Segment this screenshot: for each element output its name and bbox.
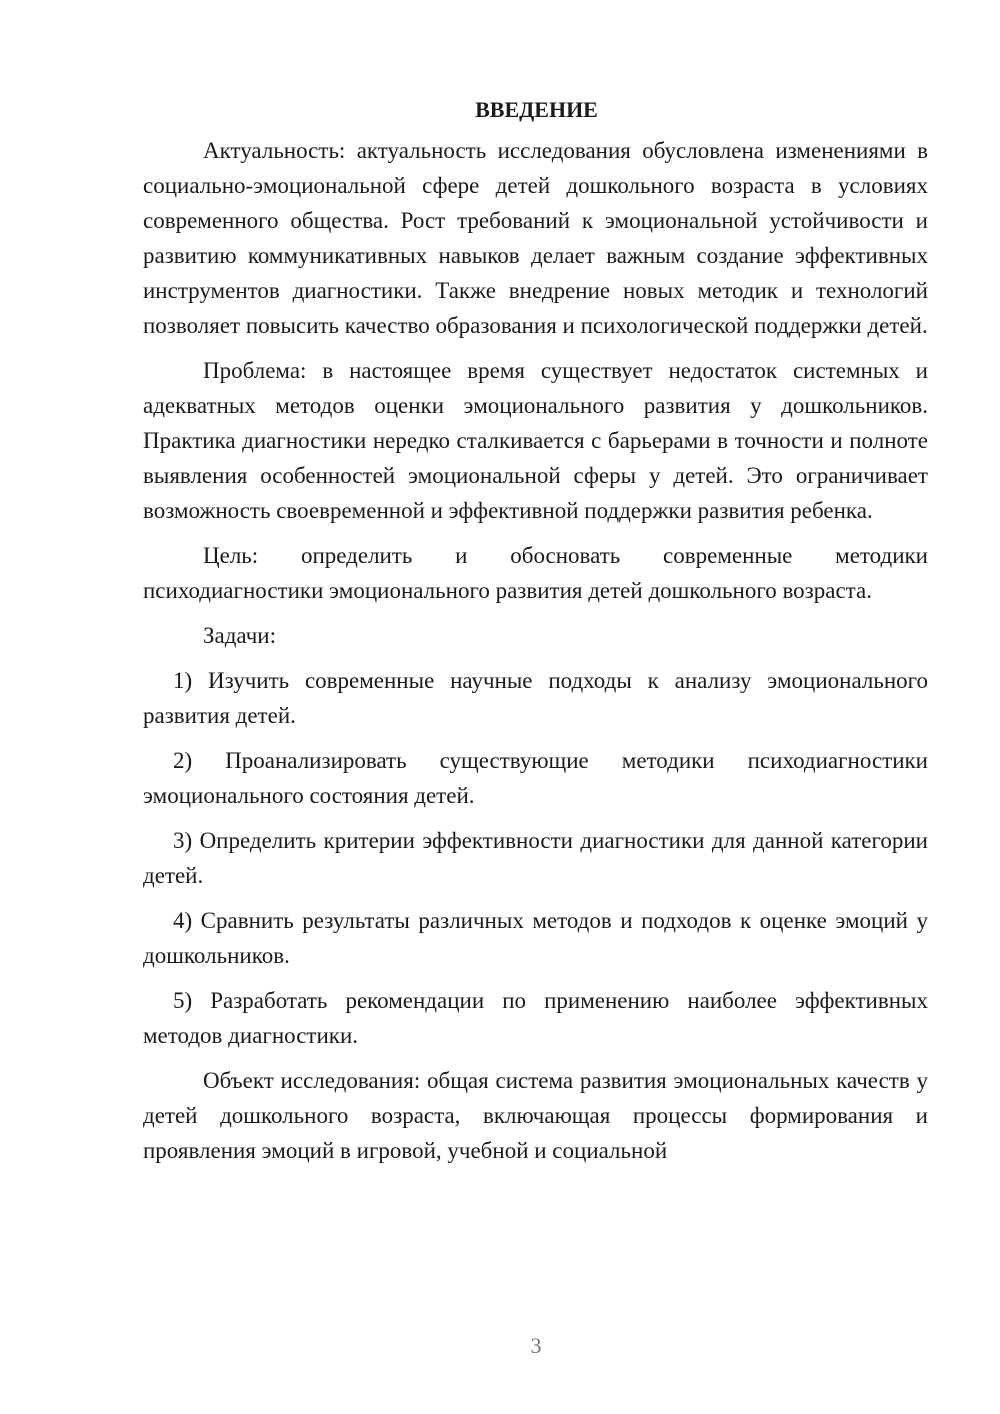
- paragraph-goal: Цель: определить и обосновать современные методики психодиагностики эмоционального развития детей дошкольного возраста.: [143, 543, 928, 603]
- paragraph-relevance: Актуальность: актуальность исследования обусловлена изменениями в социально-эмоциональной сфере детей дошкольного возраста в условиях современного общества. Рост требований к эмоциональной устойчивости и развитию коммуникативных навыков делает важным создание эффективных инструментов диагностики. Также внедрение новых методик и технологий позволяет повысить качество образования и психологической поддержки детей.: [143, 138, 928, 338]
- page-content: [143, 92, 928, 1168]
- task-item-5: 5) Разработать рекомендации по применению наиболее эффективных методов диагностики.: [143, 988, 928, 1048]
- task-item-2: 2) Проанализировать существующие методики психодиагностики эмоционального состояния детей.: [143, 748, 928, 808]
- paragraph-problem: Проблема: в настоящее время существует недостаток системных и адекватных методов оценки эмоционального развития у дошкольников. Практика диагностики нередко сталкивается с барьерами в точности и полноте выявления особенностей эмоциональной сферы у детей. Это ограничивает возможность своевременной и эффективной поддержки развития ребенка.: [143, 358, 928, 523]
- page-number: 3: [530, 1333, 542, 1358]
- section-heading: ВВЕДЕНИЕ: [475, 97, 598, 122]
- task-item-4: 4) Сравнить результаты различных методов и подходов к оценке эмоций у дошкольников.: [143, 908, 928, 968]
- tasks-label: Задачи:: [203, 623, 276, 648]
- task-item-1: 1) Изучить современные научные подходы к анализу эмоционального развития детей.: [143, 668, 928, 728]
- task-item-3: 3) Определить критерии эффективности диагностики для данной категории детей.: [143, 828, 928, 888]
- paragraph-object: Объект исследования: общая система развития эмоциональных качеств у детей дошкольного возраста, включающая процессы формирования и проявления эмоций в игровой, учебной и социальной: [143, 1068, 928, 1163]
